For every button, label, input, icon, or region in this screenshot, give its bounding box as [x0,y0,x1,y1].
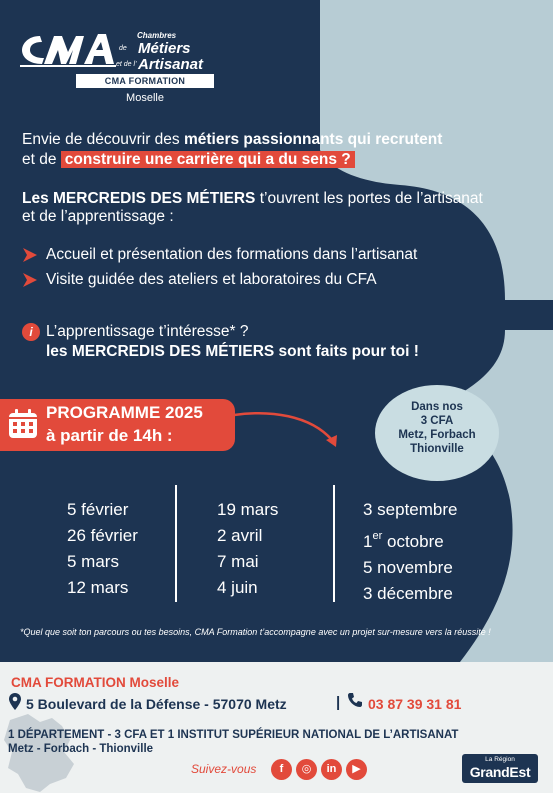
info-line-1: L’apprentissage t’intéresse* ? [46,323,249,340]
region-logo-top: La Région [485,756,515,763]
dates-column-1 [67,497,138,601]
logo-de-text: de [119,45,127,52]
mercredis-line-2: et de l’apprentissage : [22,208,174,225]
phone-icon [347,692,363,708]
date-item: 3 septembre [363,500,458,519]
column-divider [333,485,335,602]
instagram-icon[interactable]: ◎ [296,759,317,780]
date-ordinal: er [372,530,383,542]
cfa-bubble-line: Metz, Forbach [398,429,476,441]
region-logo-name: GrandEst [469,764,531,780]
bullet-item: Accueil et présentation des formations dans l’artisanat [46,246,418,263]
intro-highlight: construire une carrière qui a du sens ? [61,151,355,168]
date-item: 19 mars [217,500,279,519]
date-item: 2 avril [217,526,263,545]
footer-separator: | [336,694,341,711]
region-grand-est-logo [462,754,538,783]
column-divider [175,485,177,602]
date-item [363,523,458,555]
footer-address: 5 Boulevard de la Défense - 57070 Metz [26,696,287,712]
follow-label: Suivez-vous [191,762,257,776]
facebook-icon[interactable]: f [271,759,292,780]
cfa-bubble-line: Thionville [410,443,464,455]
date-item: 5 février [67,500,129,519]
logo-artisanat-text: Artisanat [138,56,204,73]
date-item: 4 juin [217,578,258,597]
footer-title: CMA FORMATION Moselle [11,675,179,690]
footer-phone[interactable]: 03 87 39 31 81 [368,696,462,712]
logo-et-text: et de l' [116,61,137,68]
bullet-item: Visite guidée des ateliers et laboratoires du CFA [46,271,377,288]
dates-column-3 [363,497,458,607]
logo-moselle-text: Moselle [126,92,164,104]
logo-cma-formation-band: CMA FORMATION [76,74,214,88]
date-item: 7 mai [217,552,259,571]
programme-time: à partir de 14h : [46,426,173,445]
location-pin-icon [9,693,21,710]
logo-metiers-text: Métiers [138,40,191,57]
footnote: *Quel que soit ton parcours ou tes besoins, CMA Formation t’accompagne avec un projet sur-mesure vers la réussite ! [20,627,491,637]
date-day: 1 [363,532,373,551]
dates-column-2 [217,497,278,601]
date-item: 5 mars [67,552,119,571]
footer-cities: Metz - Forbach - Thionville [8,743,154,755]
intro-line-1-lead: Envie de découvrir des [22,131,184,148]
info-icon: i [22,323,40,341]
mercredis-line-1-rest: t’ouvrent les portes de l’artisanat [255,190,483,207]
date-month: octobre [386,532,444,551]
date-item: 26 février [67,526,138,545]
intro-line-1-emphasis: métiers passionnants qui recrutent [183,131,443,148]
date-item: 12 mars [67,578,129,597]
info-line-2: les MERCREDIS DES MÉTIERS sont faits pour toi ! [46,343,419,360]
intro-line-2-lead: et de [22,151,61,168]
cfa-bubble [375,385,499,481]
youtube-icon[interactable]: ▶ [346,759,367,780]
programme-title: PROGRAMME 2025 [46,403,203,422]
cfa-bubble-line: Dans nos [411,401,463,413]
mercredis-title: Les MERCREDIS DES MÉTIERS [22,190,256,207]
date-item: 3 décembre [363,584,453,603]
linkedin-icon[interactable]: in [321,759,342,780]
logo-chambres-text: Chambres [137,31,177,40]
date-item: 5 novembre [363,558,453,577]
cfa-bubble-line: 3 CFA [420,415,454,427]
footer-departement: 1 DÉPARTEMENT - 3 CFA ET 1 INSTITUT SUPÉRIEUR NATIONAL DE L’ARTISANAT [8,729,459,741]
